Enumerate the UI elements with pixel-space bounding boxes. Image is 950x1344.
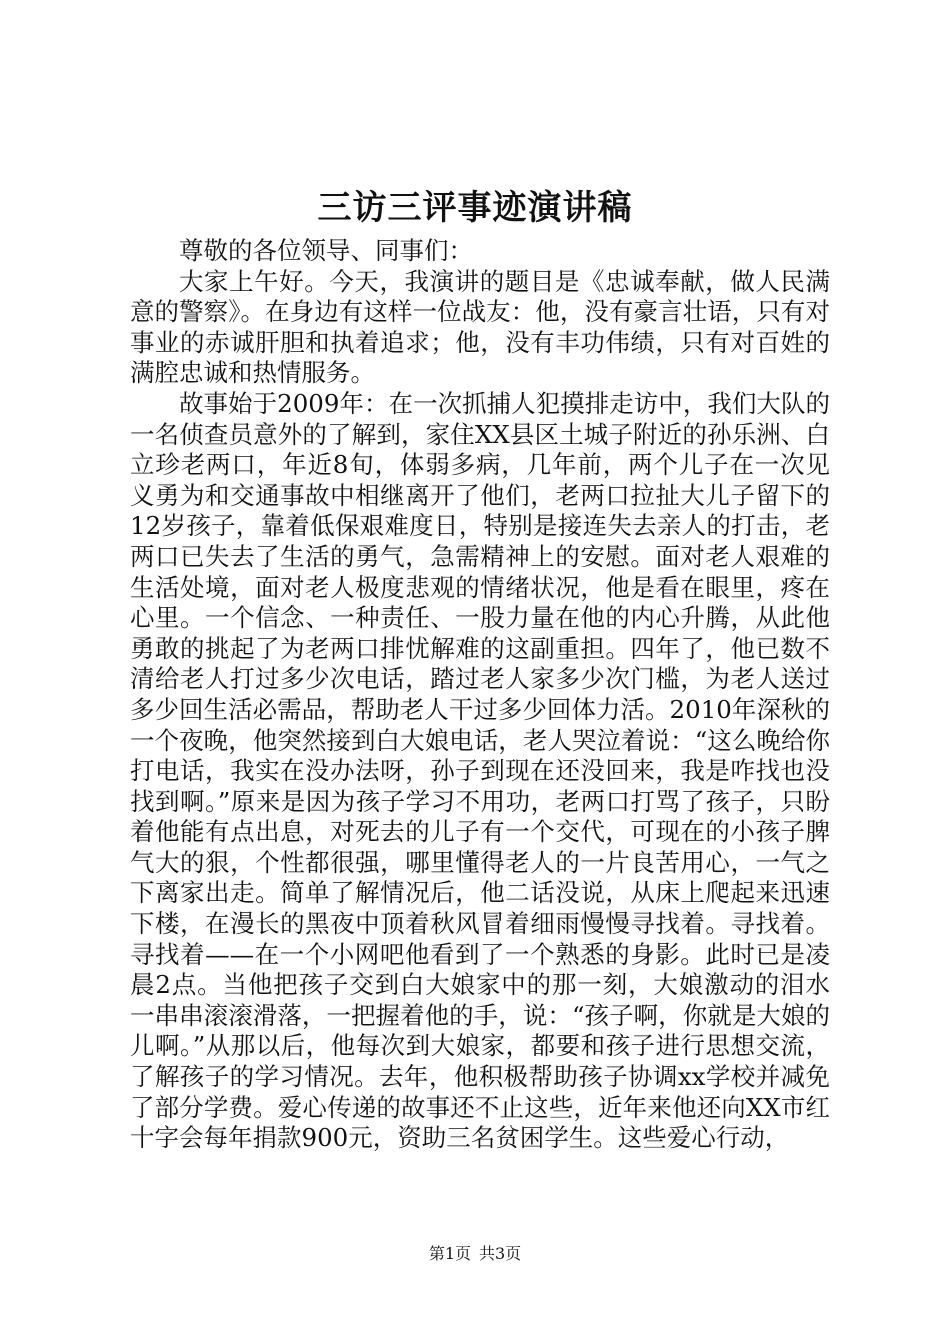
page-total: 共3页 <box>479 1244 522 1263</box>
page-footer <box>0 1244 950 1264</box>
salutation: 尊敬的各位领导、同事们： <box>179 236 473 265</box>
page-number: 第1页 <box>428 1244 471 1263</box>
paragraph: 故事始于2009年：在一次抓捕人犯摸排走访中，我们大队的一名侦查员意外的了解到，家住XX县区土城子附近的孙乐洲、白立珍老两口，年近8旬，体弱多病，几年前，两个儿子在一次见义勇为和交通事故中相继离开了他们，老两口拉扯大儿子留下的12岁孩子，靠着低保艰难度日，特别是接连失去亲人的打击，老两口已失去了生活的勇气，急需精神上的安慰。面对老人艰难的生活处境，面对老人极度悲观的情绪状况，他是看在眼里，疼在心里。一个信念、一种责任、一股力量在他的内心升腾，从此他勇敢的挑起了为老两口排忧解难的这副重担。四年了，他已数不清给老人打过多少次电话，踏过老人家多少次门槛，为老人送过多少回生活必需品，帮助老人干过多少回体力活。2010年深秋的一个夜晚，他突然接到白大娘电话，老人哭泣着说：“这么晚给你打电话，我实在没办法呀，孙子到现在还没回来，我是咋找也没找到啊。”原来是因为孩子学习不用功，老两口打骂了孩子，只盼着他能有点出息，对死去的儿子有一个交代，可现在的小孩子脾气大的狠，个性都很强，哪里懂得老人的一片良苦用心，一气之下离家出走。简单了解情况后，他二话没说，从床上爬起来迅速下楼，在漫长的黑夜中顶着秋风冒着细雨慢慢寻找着。寻找着。寻找着——在一个小网吧他看到了一个熟悉的身影。此时已是凌晨2点。当他把孩子交到白大娘家中的那一刻，大娘激动的泪水一串串滚滚滑落，一把握着他的手，说：“孩子啊，你就是大娘的儿啊。”从那以后，他每次到大娘家，都要和孩子进行思想交流，了解孩子的学习情况。去年，他积极帮助孩子协调xx学校并减免了部分学费。爱心传递的故事还不止这些，近年来他还向XX市红十字会每年捐款900元，资助三名贫困学生。这些爱心行动， <box>130 388 830 1153</box>
document-title: 三访三评事迹演讲稿 <box>317 188 633 228</box>
paragraph: 大家上午好。今天，我演讲的题目是《忠诚奉献，做人民满意的警察》。在身边有这样一位战友：他，没有豪言壮语，只有对事业的赤诚肝胆和执着追求；他，没有丰功伟绩，只有对百姓的满腔忠诚和热情服务。 <box>130 266 830 388</box>
document-body <box>130 236 830 1154</box>
